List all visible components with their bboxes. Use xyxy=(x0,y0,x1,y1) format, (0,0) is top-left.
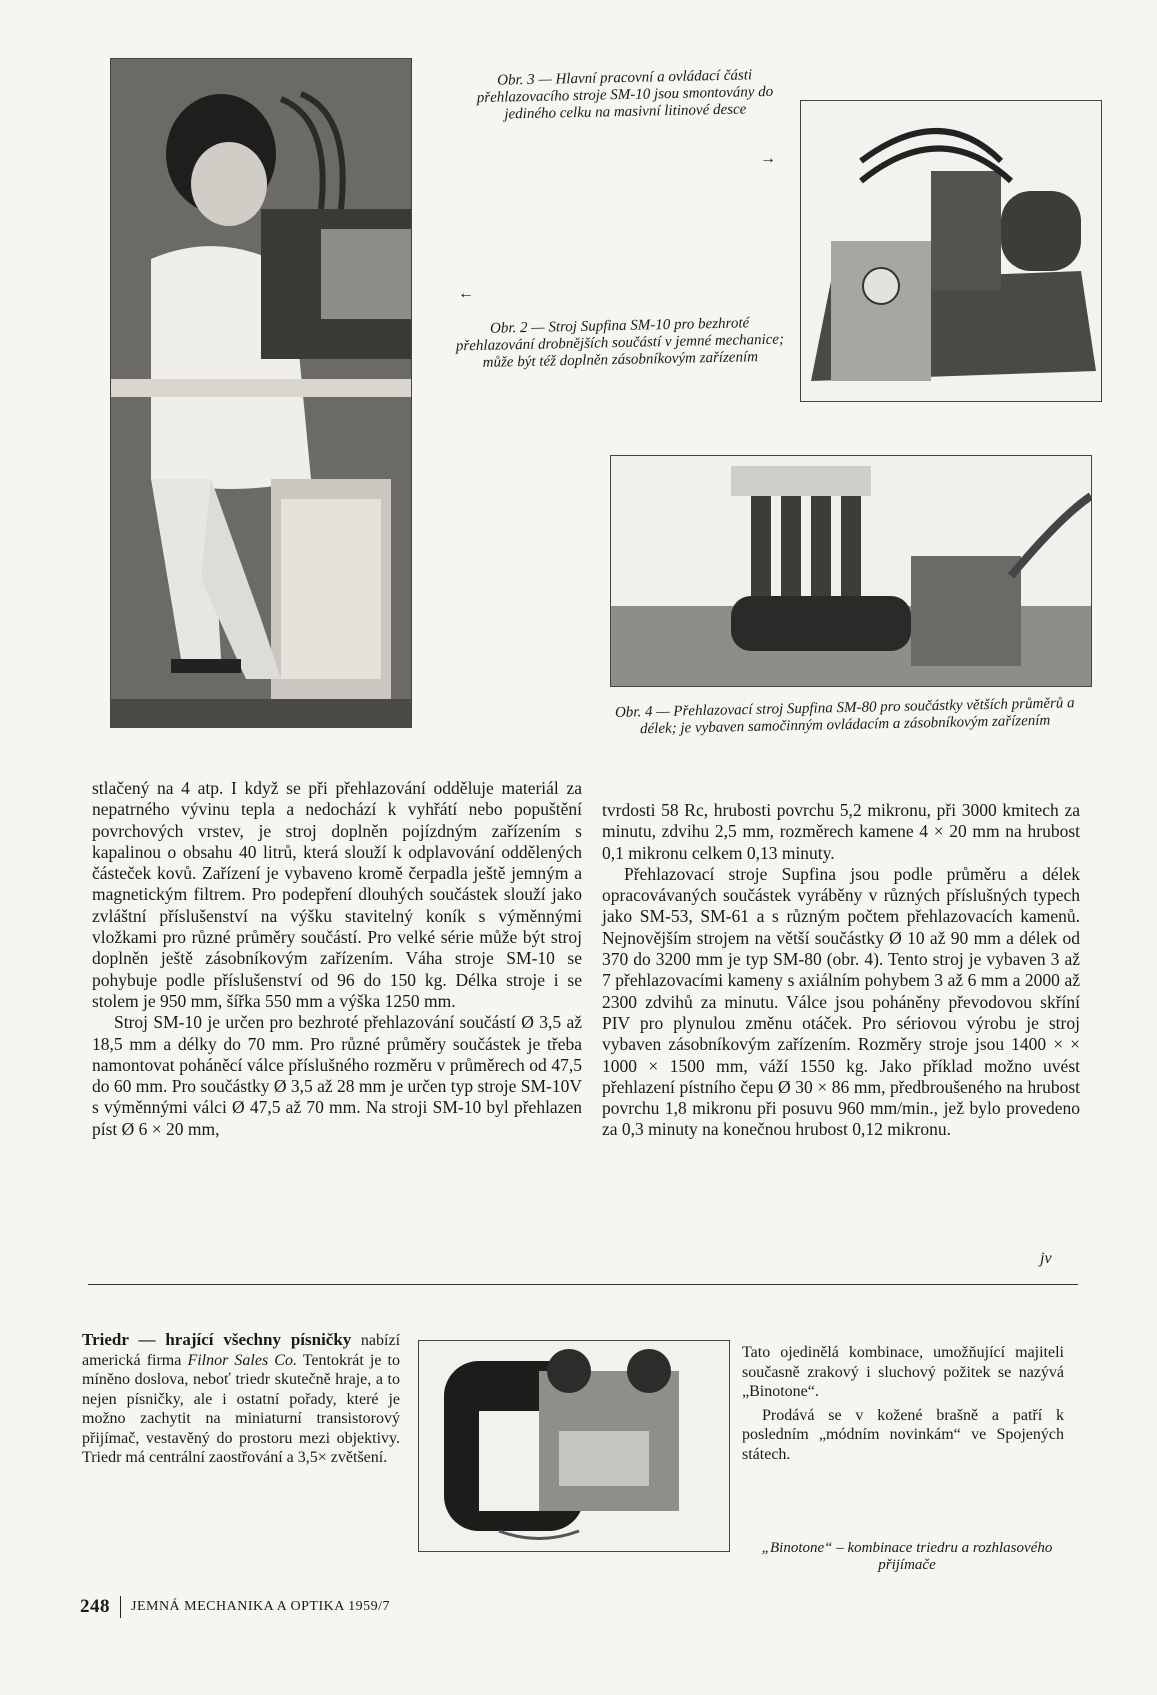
figure-3-caption: Obr. 3 — Hlavní pracovní a ovládací části přehlazovacího stroje SM-10 jsou smontovány do jediného celku na masivní litinové desce xyxy=(476,67,774,123)
figure-2-photo xyxy=(110,58,412,728)
journal-title: JEMNÁ MECHANIKA A OPTIKA 1959/7 xyxy=(131,1599,390,1614)
article-left-paragraph: Stroj SM-10 je určen pro bezhroté přehlazování součástí Ø 3,5 až 18,5 mm a délky do 70 mm. Pro různé průměry součástek je třeba namontovat poháněcí válce příslušného rozměru v průměrech od 47,5 do 60 mm. Pro součástky Ø 3,5 až 28 mm je určen typ stroje SM-10V s výměnnými válci Ø 47,5 až 70 mm. Na stroji SM-10 byl přehlazen píst Ø 6 × 20 mm, xyxy=(92,1012,582,1139)
news-intro: nabízí americká firma xyxy=(82,1332,401,1369)
news-body: Tentokrát je to míněno doslova, neboť triedr skutečně hraje, a to nejen písničky, ale i ostatní pořady, které je možno zachytit na miniaturní transistorový přijímač, vestavěný do prostoru mezi objektivy. Triedr má centrální zaostřování a 3,5× zvětšení. xyxy=(82,1351,401,1466)
figure-3-photo xyxy=(800,100,1102,402)
article-left-paragraph: stlačený na 4 atp. I když se při přehlazování odděluje materiál za nepatrného vývinu tepla a nedochází k vyhřátí nebo popuštění povrchových vrstev, je stroj doplněn pojízdným zařízením s kapalinou o obsahu 40 litrů, která slouží k odplavování oddělených částeček kovů. Zařízení je vybaveno kromě čerpadla ještě jemným a magnetickým filtrem. Pro podepření dlouhých součástek slouží jako zvláštní příslušenství na výšku stavitelný koník s výměnnými vložkami pro různé průměry součástí. Pro velké série může být stroj doplněn ještě zásobníkovým zařízením. Váha stroje SM-10 se pohybuje podle příslušenství od 96 do 150 kg. Délka stroje i se stolem je 950 mm, šířka 550 mm a výška 1250 mm. xyxy=(92,778,582,1011)
article-right-paragraph: Přehlazovací stroje Supfina jsou podle průměru a délek opracovávaných součástek vyráběny v různých příslušných typech jako SM-53, SM-61 a s různým počtem přehlazovacích kamenů. Nejnovějším strojem na větší součástky Ø 10 až 90 mm a délek od 370 do 3200 mm je typ SM-80 (obr. 4). Tento stroj je vybaven 3 až 7 přehlazovacími kameny s axiálním pohybem 3 až 6 mm a 2000 až 2300 zdvihů za minutu. Válce jsou poháněny převodovou skříní PIV pro plynulou změnu otáček. Pro sériovou výrobu je stroj vybaven zásobníkovým zařízením. Rozměry stroje jsou 1400 × × 1000 × 1500 mm, váží 1550 kg. Jako příklad možno uvést přehlazení pístního čepu Ø 30 × 86 mm, předbroušeného na hrubost povrchu 1,8 mikronu při posuvu 960 mm/min., jež bylo provedeno za 0,3 minuty na konečnou hrubost 0,12 mikronu. xyxy=(602,863,1080,1140)
arrow-left-icon: ← xyxy=(458,285,474,302)
news-headline: Triedr — hrající všechny písničky xyxy=(82,1330,352,1349)
page-number: 248 xyxy=(80,1596,110,1617)
author-signature: jv xyxy=(1040,1250,1052,1267)
binotone-photo xyxy=(418,1340,730,1552)
news-left-column xyxy=(82,1330,400,1468)
footer-separator xyxy=(120,1596,121,1618)
news-right-column xyxy=(742,1343,1064,1464)
figure-4-photo xyxy=(610,455,1092,687)
news-company: Filnor Sales Co. xyxy=(187,1351,297,1369)
figure-4-caption: Obr. 4 — Přehlazovací stroj Supfina SM-80 pro součástky větších průměrů a délek; je vybaven samočinným ovládacím a zásobníkovým zařízením xyxy=(614,695,1075,738)
article-left-column xyxy=(92,778,582,1140)
page-footer xyxy=(80,1596,390,1618)
news-right-paragraph: Prodává se v kožené brašně a patří k posledním „módním novinkám“ ve Spojených státech. xyxy=(742,1406,1064,1463)
binotone-caption: „Binotone“ – kombinace triedru a rozhlasového přijímače xyxy=(761,1540,1053,1573)
section-divider xyxy=(88,1284,1078,1285)
article-right-column xyxy=(602,800,1080,1141)
article-right-paragraph: tvrdosti 58 Rc, hrubosti povrchu 5,2 mikronu, při 3000 kmitech za minutu, zdvihu 2,5 mm, rozměrech kamene 4 × 20 mm na hrubost 0,1 mikronu celkem 0,13 minuty. xyxy=(602,800,1080,863)
figure-2-caption: Obr. 2 — Stroj Supfina SM-10 pro bezhroté přehlazování drobnějších součástí v jemné mechanice; může být též doplněn zásobníkovým zařízením xyxy=(455,315,785,371)
news-right-paragraph: Tato ojedinělá kombinace, umožňující majiteli současně zrakový i sluchový požitek se nazývá „Binotone“. xyxy=(742,1344,1064,1400)
arrow-right-icon: → xyxy=(760,150,776,167)
